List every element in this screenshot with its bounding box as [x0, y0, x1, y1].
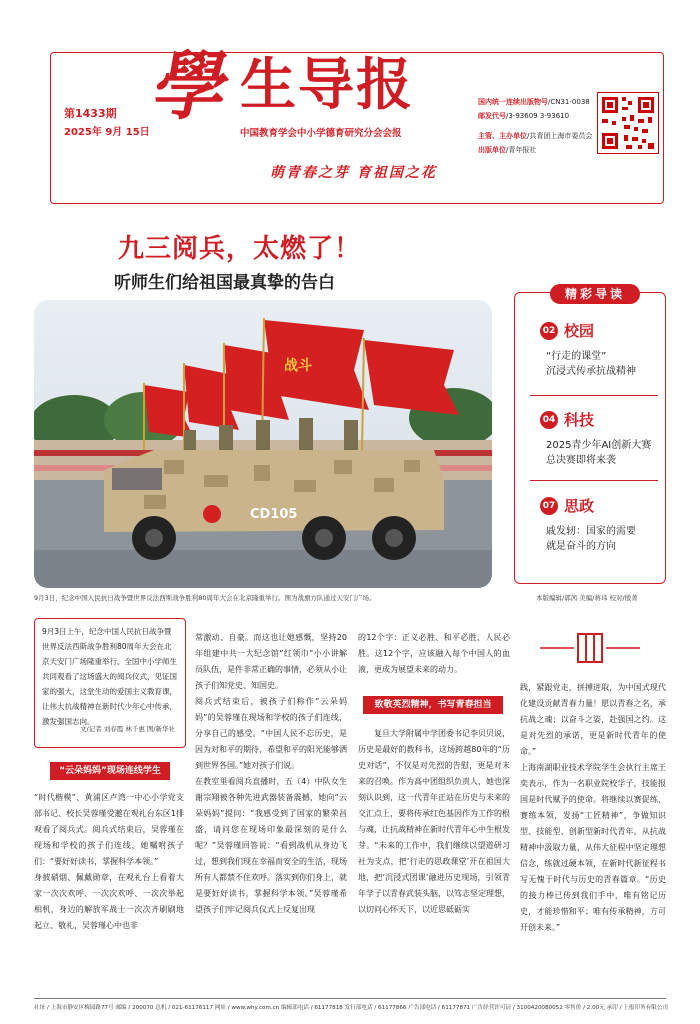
lead-credit: 文/记者 刘春霞 林千惠 图/新华社 — [80, 725, 176, 733]
publisher-label: 出版单位 — [478, 146, 506, 154]
headline: 九三阅兵，太燃了！ — [118, 234, 362, 264]
section-number: 04 — [540, 411, 558, 429]
highlight-item-campus[interactable] — [540, 320, 636, 379]
subheadline: 听师生们给祖国最真挚的告白 — [114, 273, 335, 293]
section-number: 02 — [540, 322, 558, 340]
section-line: 沉浸式传承抗战精神 — [546, 366, 636, 377]
qr-code-icon — [597, 92, 659, 154]
issue-date: 2025年 9月 15日 — [64, 127, 150, 138]
section-line: 就是奋斗的方向 — [546, 541, 616, 552]
masthead-slogan: 萌青春之芽 育祖国之花 — [270, 165, 437, 181]
section-name: 校园 — [564, 322, 595, 340]
section-name: 科技 — [564, 411, 595, 429]
lead-text: 9月3日上午，纪念中国人民抗日战争暨世界反法西斯战争胜利80周年大会在北京天安门广场隆重举行。全国中小学师生共同观看了这场盛大的阅兵仪式，见证国家的强大，这堂生动的爱国主义教育课，让伟大抗战精神在新时代少年心中传承，激发强国志向。 — [42, 627, 177, 726]
issue-number: 第1433期 — [64, 107, 117, 120]
post-label: 邮发代号 — [478, 112, 506, 120]
cn-value: /CN31-0038 — [548, 98, 590, 106]
highlights-title: 精彩导读 — [550, 284, 640, 304]
masthead-title: 生导报 — [240, 53, 414, 118]
highlight-item-tech[interactable] — [540, 409, 651, 468]
divider — [530, 395, 658, 396]
masthead-subtitle: 中国教育学会中小学德育研究分会会报 — [240, 128, 402, 139]
vehicle-number: CD105 — [250, 507, 298, 522]
article-column-1: “时代楷模”、黄浦区卢湾一中心小学党支部书记、校长吴蓉瑾受邀在观礼台东区1排观看了阅兵式。阅兵式结束后，吴蓉瑾在现场和学校的孩子们连线，她嘱咐孩子们：“要好好读书，掌握科学本领。” 身披硝烟、佩戴勋章，在观礼台上看着大家一次次欢呼、一次次欢呼、一次次举起相机，身边的解放军战士一次次齐刷刷地起立、敬礼，吴蓉瑾心中也非 — [34, 793, 184, 930]
section-heading-2: 致敬英烈精神，书写青春担当 — [363, 696, 503, 714]
sponsor-value: /共青团上海市委员会 — [527, 132, 593, 140]
parade-photo — [34, 300, 492, 588]
publication-info — [478, 95, 596, 157]
photo-caption: 9月3日，纪念中国人民抗日战争暨世界反法西斯战争胜利80周年大会在北京隆重举行。图为战旗方队通过天安门广场。 — [34, 594, 376, 602]
section-heading-1: “云朵妈妈”现场连线学生 — [50, 762, 170, 780]
section-name: 思政 — [564, 497, 595, 515]
divider — [530, 480, 658, 481]
footer-rule — [34, 998, 666, 999]
section-number: 07 — [540, 497, 558, 515]
cn-label: 国内统一连续出版物号 — [478, 98, 548, 106]
chinese-knot-icon — [540, 628, 640, 668]
highlight-item-politics[interactable] — [540, 495, 636, 554]
footer: 社址 / 上海市静安区梅园路77号 邮编 / 200070 总机 / 021-61176117 网址 / www.why.com.cn 编辑部电话 / 61177818 发行部电话 / 61177866 广告部电话 / 61177871 广告经营许可证 / 3100420080052 零售价 / 2.00元 承印 / 上报印务有限公司 — [34, 1005, 668, 1011]
post-value: /3-93609 3-93610 — [506, 112, 570, 120]
article-column-3-top: 的12个字：正义必胜、和平必胜、人民必胜。这12个字，应该融入每个中国人的血液，更成为展望未来的动力。 — [358, 633, 510, 674]
section-line: 总决赛即将来袭 — [546, 455, 616, 466]
article-column-2: 常激动、自豪。而这也让她感慨，坚持20年组建中共一大纪念馆“红领巾”小小讲解员队伍，是件非常正确的事情，必须从小让孩子们知党史、知国史。 阅兵式结束后，被孩子们称作“云朵妈妈”的吴蓉瑾在现场和学校的孩子们连线，分享自己的感受。“中国人民不忘历史，是因为对和平的期待，希望和平的阳光能够洒到世界各国。”她对孩子们说。 在教室里看阅兵直播时，五（4）中队女生谢宗翔被各种先进武器装备震撼，她向“云朵妈妈”提问：“我感受到了国家的繁荣昌盛，请问您在现场印象最深刻的是什么呢？”吴蓉瑾回答说：“看到战机从身边飞过，想到我们现在幸福而安全的生活，现场所有人都禁不住欢呼。落实到你们身上，就是要好好读书，掌握科学本领。”吴蓉瑾希望孩子们牢记阅兵仪式上反复出现 — [195, 633, 347, 914]
editor-credits: 本版编辑/郭茜 美编/蒋玮 校对/殷菁 — [536, 594, 638, 602]
article-column-4: 践，紧跟党走，拼搏进取，为中国式现代化建设贡献青春力量！愿以青春之名，承抗战之魂；以奋斗之姿，赴强国之约。这是对先烈的承诺，更是新时代青年的使命。” 上海南湖职业技术学院学生会执行主席王奕表示，作为一名职业院校学子，技能报国是时代赋予的使命。将继续以赛促练、赛练本领，发扬“工匠精神”，争做知识型、技能型、创新型新时代青年。从抗战精神中汲取力量，从伟大征程中坚定理想信念，练就过硬本领，在新时代新征程书写无愧于时代与历史的青春篇章。“历史的接力棒已传到我们手中，唯有铭记历史，才能珍惜和平；唯有传承精神，方可开创未来。” — [520, 683, 666, 932]
sponsor-label: 主管、主办单位 — [478, 132, 527, 140]
flag-text: 战斗 — [284, 358, 312, 374]
publisher-value: /青年报社 — [506, 146, 537, 154]
article-column-3: 复旦大学附属中学团委书记李贝贝说，历史是最好的教科书，这场跨越80年的“历史对话”，不仅是对先烈的告慰，更是对未来的召唤。作为高中团组织负责人，她也深刻认识到，这一代青年正站在历史与未来的交汇点上，要将传承红色基因作为工作的根与魂，让抗战精神在新时代青年心中生根发芽。“未来的工作中，我们继续以望道研习社为支点，把‘行走的思政课堂’开在祖国大地，把‘沉浸式团课’融进历史现场，引领青年学子以青春武装头脑，以笃志坚定理想，以切问心怀天下，以近思砥砺实 — [358, 729, 510, 914]
section-line: 戚发轫：国家的需要 — [546, 526, 636, 537]
section-line: “行走的课堂” — [546, 351, 607, 362]
section-line: 2025青少年AI创新大赛 — [546, 440, 652, 451]
masthead-logo-char: 學 — [145, 44, 239, 130]
